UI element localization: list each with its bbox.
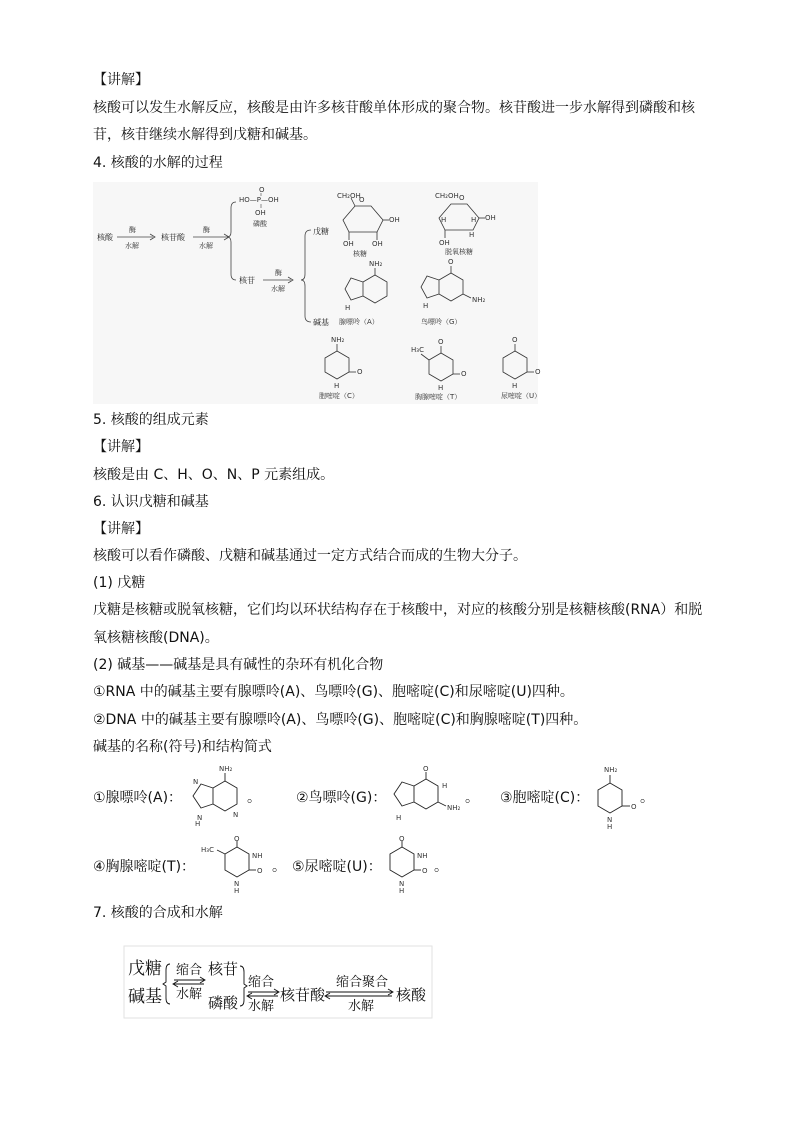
paragraph-line: 戊糖是核糖或脱氧核糖，它们均以环状结构存在于核酸中，对应的核酸分别是核糖核酸(RNA）和脱 [93,602,703,618]
paragraph-line: 苷，核苷继续水解得到戊糖和碱基。 [93,127,317,143]
svg-text:O: O [259,186,265,194]
flow-nucleotide: 核苷酸 [280,986,326,1004]
section-title: 5. 核酸的组成元素 [93,412,209,428]
base-label-guanine: ②鸟嘌呤(G)： [296,790,387,806]
base-label-thymine: ④胸腺嘧啶(T)： [93,859,196,875]
flow-polycondense: 缩合聚合 [336,975,389,990]
svg-text:H: H [423,302,429,310]
svg-text:N: N [234,880,240,888]
uracil-formula [378,836,434,894]
svg-text:N: N [233,811,239,819]
svg-text:N: N [197,814,203,822]
paragraph-line: 碱基的名称(符号)和结构简式 [93,739,272,755]
svg-text:CH₂OH: CH₂OH [337,192,361,200]
period: 。 [640,790,654,806]
base-label-uracil: ⑤尿嘧啶(U)： [292,859,382,875]
thymine-formula [199,836,271,894]
svg-text:N: N [193,778,199,786]
hydrolysis-process-figure [93,182,542,404]
svg-text:O: O [359,196,365,204]
label-guanine: 鸟嘌呤（G） [421,318,462,326]
label-uracil: 尿嘧啶（U） [501,392,542,400]
section-heading: 【讲解】 [93,72,149,88]
flow-phosphate: 磷酸 [208,994,239,1012]
flow-nucleoside: 核苷 [208,960,239,978]
adenine-formula [183,762,245,830]
svg-text:O: O [422,867,428,875]
cytosine-formula [590,762,638,830]
svg-text:H₃C: H₃C [411,346,424,354]
label-base: 碱基 [313,318,329,327]
paragraph-line: 核酸可以发生水解反应，核酸是由许多核苷酸单体形成的聚合物。核苷酸进一步水解得到磷酸和核 [93,100,695,116]
label-pentose: 戊糖 [313,227,329,236]
svg-text:O: O [399,835,405,843]
svg-text:O: O [461,370,467,378]
label-phosphate: 磷酸 [253,220,267,228]
guanine-formula [386,764,462,826]
svg-text:H: H [512,382,518,390]
svg-text:OH: OH [343,240,354,248]
svg-text:O: O [459,194,465,202]
label-hydrolysis: 水解 [125,242,139,250]
flow-condense: 缩合 [176,963,203,978]
flow-condense: 缩合 [248,975,275,990]
svg-text:H: H [607,823,613,831]
period: 。 [434,859,448,875]
svg-text:OH: OH [255,209,266,217]
svg-text:OH: OH [485,214,496,222]
svg-text:O: O [448,258,454,266]
subheading: (1) 戊糖 [93,575,146,591]
paragraph-line: ①RNA 中的碱基主要有腺嘌呤(A)、鸟嘌呤(G)、胞嘧啶(C)和尿嘧啶(U)四种。 [93,684,574,700]
svg-text:O: O [423,765,429,773]
subheading: (2) 碱基——碱基是具有碱性的杂环有机化合物 [93,657,384,673]
label-enzyme: 酶 [275,269,282,277]
flow-nucleic-acid: 核酸 [396,986,427,1004]
section-heading: 【讲解】 [93,521,149,537]
svg-text:H: H [195,820,201,828]
svg-text:NH: NH [252,852,263,860]
svg-text:O: O [631,803,637,811]
svg-text:N: N [607,816,613,824]
svg-text:HO—P—OH: HO—P—OH [239,196,279,204]
svg-text:H: H [442,782,448,790]
paragraph-line: 核酸可以看作磷酸、戊糖和碱基通过一定方式结合而成的生物大分子。 [93,548,527,564]
svg-text:CH₂OH: CH₂OH [435,192,459,200]
paragraph-line: 氧核糖核酸(DNA)。 [93,630,219,646]
section-title: 7. 核酸的合成和水解 [93,905,223,921]
svg-text:N: N [399,880,405,888]
svg-text:O: O [512,336,518,344]
svg-text:O: O [234,835,240,843]
period: 。 [465,790,479,806]
svg-text:O: O [438,338,444,346]
svg-text:NH₂: NH₂ [331,336,345,344]
period: 。 [272,859,286,875]
paragraph-line: 核酸是由 C、H、O、N、P 元素组成。 [93,467,335,483]
label-deoxyribose: 脱氧核糖 [445,248,473,256]
label-hydrolysis: 水解 [271,285,285,293]
svg-text:O: O [535,368,541,376]
label-nucleic-acid: 核酸 [97,233,113,242]
svg-text:H: H [334,382,340,390]
paragraph-line: ②DNA 中的碱基主要有腺嘌呤(A)、鸟嘌呤(G)、胞嘧啶(C)和胸腺嘧啶(T)四种。 [93,712,588,728]
period: 。 [247,790,261,806]
flow-hydrolyze: 水解 [348,999,375,1014]
section-title: 6. 认识戊糖和碱基 [93,494,209,510]
svg-text:OH: OH [439,239,450,247]
svg-text:NH₂: NH₂ [472,296,486,304]
svg-text:OH: OH [372,240,383,248]
label-thymine: 胸腺嘧啶（T） [415,393,462,401]
label-enzyme: 酶 [129,226,136,234]
svg-text:NH₂: NH₂ [604,766,618,774]
flow-hydrolyze: 水解 [176,987,203,1002]
svg-text:H: H [438,384,444,392]
svg-text:NH₂: NH₂ [219,765,233,773]
svg-text:NH₂: NH₂ [447,804,461,812]
base-label-adenine: ①腺嘌呤(A)： [93,790,183,806]
svg-text:H₃C: H₃C [201,846,214,854]
flow-hydrolyze: 水解 [248,999,275,1014]
section-title: 4. 核酸的水解的过程 [93,155,223,171]
svg-text:NH₂: NH₂ [369,260,383,268]
section-heading: 【讲解】 [93,439,149,455]
svg-text:O: O [357,368,363,376]
label-nucleoside: 核苷 [239,276,255,285]
label-cytosine: 胞嘧啶（C） [319,392,359,400]
synthesis-hydrolysis-figure [124,946,432,1018]
svg-text:OH: OH [389,216,400,224]
label-hydrolysis: 水解 [199,242,213,250]
svg-text:NH: NH [417,852,428,860]
label-adenine: 腺嘌呤（A） [339,318,379,326]
label-enzyme: 酶 [203,226,210,234]
base-label-cytosine: ③胞嘧啶(C)： [500,790,590,806]
svg-text:H: H [234,887,240,895]
label-nucleotide: 核苷酸 [161,233,185,242]
flow-pentose: 戊糖 [128,959,162,979]
flow-base: 碱基 [128,987,162,1007]
svg-text:H: H [396,814,402,822]
svg-text:H: H [469,231,475,239]
svg-text:H: H [441,216,447,224]
svg-text:H: H [345,304,351,312]
svg-text:H: H [399,887,405,895]
svg-text:H: H [471,216,477,224]
svg-text:O: O [257,867,263,875]
label-ribose: 核糖 [353,250,367,258]
